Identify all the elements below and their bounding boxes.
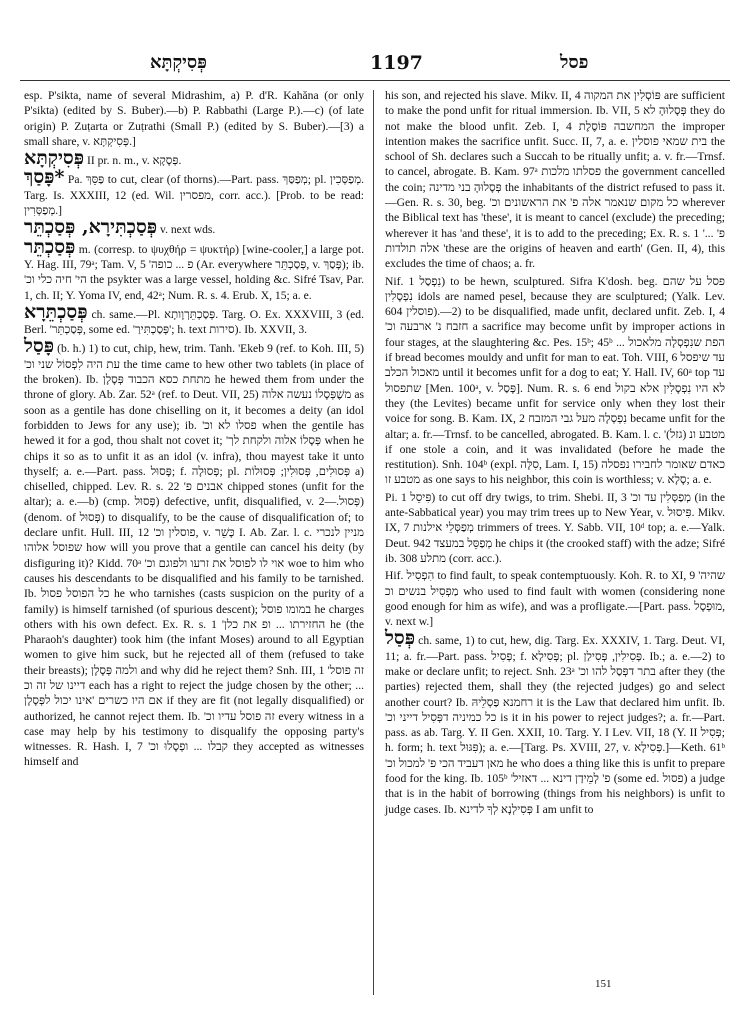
entry-text: m. (corresp. to ψυχθήρ = ψυκτήρ) [wine-cooler,] a large pot. Y. Hag. III, 79ᵃ; Tam. V, 5 'פ ... כופה (Ar. everywhere פְּסַכְתֵּר, v. פָּסַךְ); ib. 'הי' חיה כלי וכ the psykter was a large vessel, holding &c. Sifré Tsav, Par. 1, ch. II; Y. Yoma IV, end, 42ᵃ; Num. R. s. 4. Erub. X, 15; a. e.: [24, 242, 364, 302]
page-header: [40, 52, 720, 78]
entry-headword: פְּסִיקְתָּא: [24, 147, 85, 170]
entry-text: esp. P'sikta, name of several Midrashim, a) P. d'R. Kahăna (or only P'sikta) (edited by S. Buber).—b) P. Rabbathi (Large P.).—c) (of late origin) P. Zuṭarta or Zuṭrathi (Small P.) (edited by S. Buber).—[3) a small share, v. פְּסִיקְתָּא.]: [24, 89, 364, 148]
entry-headword: *פָּסַךְ: [24, 166, 65, 189]
dictionary-entry: [24, 235, 364, 303]
dictionary-entry: [24, 147, 364, 170]
right-column: [385, 88, 725, 819]
dictionary-entry: [24, 88, 364, 149]
dictionary-entry: [385, 568, 725, 629]
entry-text: Hif. הִפְסִיל to find fault, to speak contemptuously. Koh. R. to XI, 9 'שהיה מַפְסִיל בנשים וכ who used to find fault with women (considering none good enough for him as wife), and was a profligate.—[Part. pass. מוּפְסָל, v. next w.]: [385, 569, 725, 629]
entry-headword: פְּסַכְתִּירָא, פְּסַכְתֵּר: [24, 216, 158, 239]
dictionary-entry: [385, 88, 725, 272]
dictionary-entry: [385, 274, 725, 488]
signature-mark: 151: [595, 978, 612, 990]
entry-text: ch. same.—Pl. פְּסַכְתֵּרְוָותָא. Targ. O. Ex. XXXVIII, 3 (ed. Berl. 'פְּסַכְתֵּר, some ed. 'פְּסַכְתִּירַ'; h. text סירות). Ib. XXVII, 3.: [24, 307, 364, 337]
left-running-head: פְּסִיקְתָּא: [150, 52, 207, 73]
left-column: [24, 88, 364, 772]
entry-headword: פְּסַכְתֵּרָא: [24, 300, 88, 323]
entry-text: Nif. נִפְסַל 1) to be hewn, sculptured. Sifra K'dosh. beg. פסל על שהם נִפְסָלִין idols are named pesel, because they are sculptured; (Yalk. Lev. 604 פוסלין).—2) to be disqualified, made unfit, declared unfit. Zeb. I, 4 'חזבח נ' ארבעה וכ a sacrifice may become unfit by improper actions in four stages, at the slaughtering &c. Pes. 15ᵇ; 45ᵇ ... הפת שנִפְסְלָה מלאכול if bread becomes mouldy and unfit for man to eat. Toh. VIII, 6 עד שיפסל מאכול הכלב until it becomes unfit for a dog to eat; Y. Hall. IV, 60ᵃ top עד שתפסול [Men. 100ᵃ, v. פָּסַל]. Num. R. s. 6 end לא היו נִפְסָלִין אלא בקול they (the Levites) became unfit for service only when they lost their voice for song. B. Kam. IX, 2 נִפְסְלָה מעל גבי המזבח became unfit for the altar; a. fr.—Trnsf. to be cancelled, abrogated. B. Kam. l. c. '(גזל) מטבע ונ if one stole a coin, and it was invalidated (before he made the restitution). Snh. 104ᵇ (expl. סִלָּה, Lam. I, 15) כאדם שאומר לחבירו נפסלה מטבע זו as one says to his neighbor, this coin is worthless; v. סָלָא; a. e.: [385, 274, 725, 487]
page-number: 1197: [370, 52, 423, 74]
entry-headword: פְּסַל: [385, 627, 416, 650]
entry-text: v. next wds.: [160, 223, 216, 237]
dictionary-entry: [24, 300, 364, 338]
entry-text: Pi. פִּיסֵל 1) to cut off dry twigs, to trim. Shebi. II, 3 'מְפַסְּלִין עד וכ (in the ante-Sabbatical year) you may trim trees up to New Year, v. פִּיסוּל. Mikv. IX, 7 מְפַסְּלֵי אילנות trimmers of trees. Y. Sabb. VII, 10ᵈ top; a. e.—Yalk. Deut. 942 מְפַסֵּל במעצד he chips it (the crooked staff) with the adze; Sifré ib. 308 מתלע (corr. acc.).: [385, 490, 725, 565]
right-running-head: פסל: [560, 52, 589, 73]
entry-text: (b. h.) 1) to cut, chip, hew, trim. Tanh. 'Ekeb 9 (ref. to Koh. III, 5) 'עת היה לִפְסוֹל שני וכ the time came to hew other two tablets (in place of the broken). Ib. מתחת כסא הכבוד פְּסָלָן he hewed them from under the throne of glory. Ab. Zar. 52ᵃ (ref. to Deut. VII, 25) משֶׁפְּסָלוֹ נעשה אלוה as soon as a gentile has done chiselling on it, it becomes a deity (an idol forbidden to Jews for any use); ib. 'פסלו לא וכ when the gentile has hewed it for a god, thou shalt not covet it; 'פְּסָלוֹ אלוה ולקחת לך when he chips it so as to unfit it as an idol (v. infra), thou mayest take it unto thyself; a. e.—Part. pass. פָּסוּל; f. פְּסוּלָה; pl. פְּסוּלִים, פְּסוּלִין; פְּסוּלוֹת a) chiselled, chipped. Lev. R. s. 22 'אבנים פ chipped stones (unfit for the altar); a. e.—b) (cmp. פְּסוּל) defective, unfit, disqualified, v. פְּסוּל.—2) (denom. of פְּסוּל) to disqualify, to be the cause of disqualification of; to declare unfit. Hull. III, 12 'פוסלין וכ, v. כָּשֵׁר I. Ab. Zar. l. c. מניין לנכרי שפוסל אלוהו how will you prove that a gentile can cancel his deity (by disfiguring it)? Kidd. 70ᵃ 'אוי לו לפוסל את זרעו ולפוגם וכ woe to him who causes his descendants to be disqualified and his family to be tarnished. Ib. כל הפוסל פסול he who tarnishes (casts suspicion on the purity of a family) is himself tarnished (of spurious descent); במומו פוסל he charges others with his own defect. Ex. R. s. 1 'החזירתו ... ופ את כלן he (the Pharaoh's daughter) took him (the infant Moses) around to all Egyptian women to give him suck, but he rejected all of them (refused to take their breasts); ולמה פְּסָלָן and why did he reject them? Snh. III, 1 'זה פוסל דיינו של זה וכ each has a right to reject the judge chosen by the other; ... אם היו כשרים 'אינו יכול לפְּסָלָן if they are fit (not legally disqualified) or authorized, he cannot reject them. Ib. 'זה פוסל עדיו וכ every witness in a case may help by his testimony to disqualify the opposing party's witnesses. R. Hash. I, 7 'קבלו ... ופְסָלוּ וכ they accepted as witnesses himself and: [24, 342, 365, 769]
entry-headword: פְּסַכְתֵּר: [24, 235, 76, 258]
dictionary-entry: [24, 335, 365, 769]
dictionary-entry: [385, 490, 725, 566]
entry-text: ch. same, 1) to cut, hew, dig. Targ. Ex. XXXIV, 1. Targ. Deut. VI, 11; a. fr.—Part. pass. פְּסִיל; f. פְּסִילָא; pl. פְּסִילִין, פְּסִילַן. Ib.; a. e.—2) to make or declare unfit; to reject. Snh. 23ᵃ 'בתר דפְּסַל להו וכ after they (the parties) rejected them, shall they (the rejected judges) go and select another court? Ib. רחמנא פַּסְלֵיהּ it is the Law that declared him unfit. Ib. 'כל כמיניה דפְּסִיל דייני וכ is it in his power to reject judges?; a. fr.—Part. pass. as ab. Targ. Y. II Gen. XXII, 10. Targ. Y. I Lev. VII, 18 (Y. II פְּסִיל; h. form; h. text פִּגּוּל); a. e.—[Targ. Ps. XVIII, 27, v. פְּסִילָא.]—Keth. 61ᵇ 'מאן דעביד הכי פ' למכול וכ he who does a thing like this is unfit to prepare food for the king. Ib. 105ᵇ 'פ' לְמֵידַן דינא ... דאזיל (some ed. פסול) a judge that is in the habit of borrowing (things from his neighbors) is unfit to judge cases. Ib. פְּסִילְנָא לְךָ לדינא I am unfit to: [385, 634, 726, 816]
header-rule: [20, 80, 730, 81]
entry-headword: פָּסַל: [24, 335, 55, 358]
column-divider: [373, 90, 374, 995]
entry-text: Pa. פַּסֵּךְ to cut, clear (of thorns).—Part. pass. מְפַסַּךְ; pl. מְפַסְּכִין. Targ. Is. XXXIII, 12 (ed. Wil. מפסרין, corr. acc.). [Prob. to be read: מְפַסְּרִין.]: [24, 173, 365, 218]
entry-text: his son, and rejected his slave. Mikv. II, 4 פּוֹסְלִין את המקוה are sufficient to make the pond unfit for ritual immersion. Ib. VII, 5 פְּסָלוּהָ לא they do not make the blood unfit. Zeb. I, 4 המחשבה פּוֹסֶלֶת the improper intention makes the sacrifice unfit. Succ. II, 7, a. e. בית שמאי פוסלין the school of Sh. declares such a Succah to be ritually unfit; a. v. fr.—Trnsf. to cancel, abrogate. B. Kam. 97ᵃ פסלתו מלכות the government cancelled the coin; פְּסָלוּהָ בני מדינה the inhabitants of the district refused to pass it.—Gen. R. s. 30, beg. 'כל מקום שנאמר אלה פ' את הראשונים וכ wherever the Biblical text has 'these', it is meant to cancel (exclude) the preceding; wherever it has 'and these', it is to add to the preceding; Ex. R. s. 1 '... פ' אלה תולדות 'these are the origins of heaven and earth' (Gen. II, 4), this excludes the time of chaos; a. fr.: [385, 89, 725, 271]
entry-text: II pr. n. m., v. פְּסָקָא.: [87, 154, 182, 168]
dictionary-entry: [24, 166, 365, 218]
dictionary-entry: [385, 627, 726, 817]
